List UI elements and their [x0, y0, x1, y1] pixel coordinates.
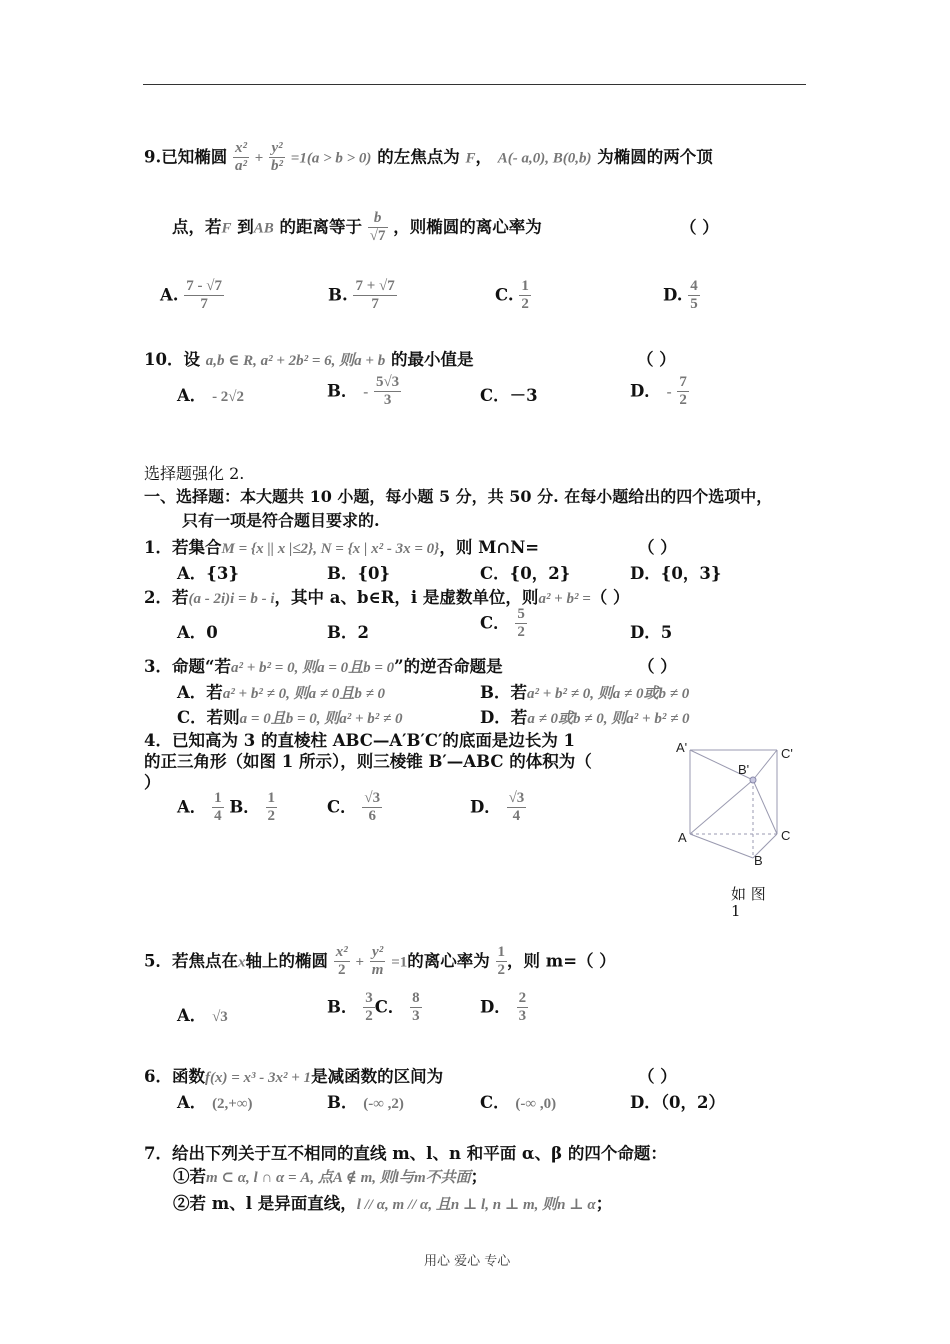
s1-stem: 1．若集合M = {x || x |≤2}, N = {x | x² - 3x = 0}，则 M∩N=	[144, 538, 540, 557]
s2-opt-a: A．0	[177, 623, 218, 642]
s3-paren: （ ）	[638, 657, 677, 676]
page-footer: 用心 爱心 专心	[424, 1254, 511, 1269]
s3-stem: 3．命题“若a² + b² = 0, 则a = 0且b = 0”的逆否命题是	[144, 657, 503, 676]
s4-opt-c: C． $\frac{√3}{6}$	[327, 790, 381, 825]
s2-opt-b: B．2	[327, 623, 369, 642]
q9-frac-dist: $\frac{b}{√7}$	[369, 210, 386, 245]
s4-line3: ）	[144, 773, 161, 792]
s7-prop-2: ②若 m、l 是异面直线，l // α, m // α, 且n ⊥ l, n ⊥ m, 则n ⊥ α；	[173, 1194, 613, 1213]
s2-stem: 2．若(a - 2i)i = b - i，其中 a、b∈R，i 是虚数单位，则a² + b² =（ ）	[144, 588, 630, 607]
s5-stem: 5．若焦点在x轴上的椭圆 $\frac{\text{x²}}{2}$ + $\frac{\text{y²}}{m}$ =1的离心率为 $\frac{1}{2}$ ，则 m=（ ）	[144, 944, 616, 979]
q10-opt-c: C．－3	[480, 386, 538, 405]
q10-opt-b: B． - $\frac{5√3}{3}$	[327, 374, 400, 409]
q10-paren: （ ）	[637, 350, 676, 369]
header-rule	[143, 84, 806, 85]
s7-prop-1: ①若m ⊂ α, l ∩ α = A, 点A ∉ m, 则l与m不共面；	[173, 1167, 488, 1186]
figure-caption-1: 如 图	[731, 885, 766, 903]
s1-opt-a: A．{3}	[177, 564, 240, 583]
s4-opt-d: D． $\frac{√3}{4}$	[470, 790, 525, 825]
q10-opt-a: A． - 2√2	[177, 386, 245, 405]
section-title: 选择题强化 2.	[144, 464, 245, 483]
s1-opt-c: C．{0，2}	[480, 564, 571, 583]
q9-opt-a: A. $\frac{7 - √7}{7}$	[160, 278, 223, 313]
s2-opt-d: D．5	[630, 623, 673, 642]
label-c: C	[781, 828, 791, 843]
s3-opt-c: C．若则a = 0且b = 0, 则a² + b² ≠ 0	[177, 708, 403, 727]
q9-frac-x: $\frac{\text{x²}}{\text{a²}}$	[234, 140, 247, 175]
figure-caption-2: 1	[731, 902, 741, 920]
s4-line1: 4．已知高为 3 的直棱柱 ABC—A′B′C′的底面是边长为 1	[144, 731, 576, 750]
s1-paren: （ ）	[638, 538, 677, 557]
s5-opt-d: D． $\frac{2}{3}$	[480, 990, 527, 1025]
q9-opt-d: D. $\frac{4}{5}$	[663, 278, 698, 313]
q9-opt-c: C. $\frac{1}{2}$	[495, 278, 529, 313]
s6-opt-b: B． (-∞ ,2)	[327, 1093, 404, 1112]
s6-opt-d: D．（0，2）	[630, 1093, 726, 1112]
s2-opt-c: C． $\frac{5}{2}$	[480, 606, 525, 641]
label-a1: A'	[676, 740, 688, 755]
s6-opt-a: A． (2,+∞)	[177, 1093, 253, 1112]
q9-line2: 点，若F 到AB 的距离等于 $\frac{b}{√7}$ ，则椭圆的离心率为	[172, 210, 542, 245]
section-instructions-2: 只有一项是符合题目要求的.	[182, 511, 380, 530]
edge-ab1	[690, 780, 753, 834]
section-instructions-1: 一、选择题：本大题共 10 小题，每小题 5 分，共 50 分. 在每小题给出的四个选项中，	[144, 487, 773, 506]
s5-opt-a: A． √3	[177, 1006, 228, 1025]
s3-opt-b: B．若a² + b² ≠ 0, 则a ≠ 0或b ≠ 0	[480, 683, 690, 702]
prism-figure	[672, 738, 812, 868]
q9-paren: （ ）	[680, 218, 719, 237]
s3-opt-d: D．若a ≠ 0或b ≠ 0, 则a² + b² ≠ 0	[480, 708, 690, 727]
q9-line1: 9.已知椭圆 $\frac{\text{x²}}{\text{a²}}$ + $\frac{\text{y²}}{\text{b²}}$ =1(a > b > 0) 的左焦点为 F， A(- a,0), B(0,b) 为椭圆的两个顶	[144, 140, 713, 175]
s6-stem: 6．函数f(x) = x³ - 3x² + 1是减函数的区间为	[144, 1067, 444, 1086]
edge-ab	[690, 834, 753, 858]
q10-opt-d: D． - $\frac{7}{2}$	[630, 374, 687, 409]
s4-opt-a: A． $\frac{1}{4}$ B． $\frac{1}{2}$	[177, 790, 276, 825]
s3-opt-a: A．若a² + b² ≠ 0, 则a ≠ 0且b ≠ 0	[177, 683, 386, 702]
q9-frac-y: $\frac{\text{y²}}{\text{b²}}$	[271, 140, 284, 175]
point-b1	[750, 777, 756, 783]
edge-b1c1	[753, 750, 777, 780]
edge-b1c	[753, 780, 777, 834]
s5-opt-b: B． $\frac{3}{2}$ C． $\frac{8}{3}$	[327, 990, 420, 1025]
q10-stem: 10．设 a,b ∈ R, a² + 2b² = 6, 则a + b 的最小值是	[144, 350, 474, 369]
q9-opt-b: B. $\frac{7 + √7}{7}$	[328, 278, 395, 313]
label-b1: B'	[738, 762, 750, 777]
s6-opt-c: C． (-∞ ,0)	[480, 1093, 557, 1112]
label-c1: C'	[781, 746, 793, 761]
s7-stem: 7．给出下列关于互不相同的直线 m、l、n 和平面 α、β 的四个命题：	[144, 1144, 667, 1163]
s1-opt-b: B．{0}	[327, 564, 391, 583]
s6-paren: （ ）	[638, 1067, 677, 1086]
label-b: B	[754, 853, 763, 868]
s4-line2: 的正三角形（如图 1 所示），则三棱锥 B′—ABC 的体积为（	[144, 752, 592, 771]
s1-opt-d: D．{0，3}	[630, 564, 722, 583]
label-a: A	[678, 830, 687, 845]
